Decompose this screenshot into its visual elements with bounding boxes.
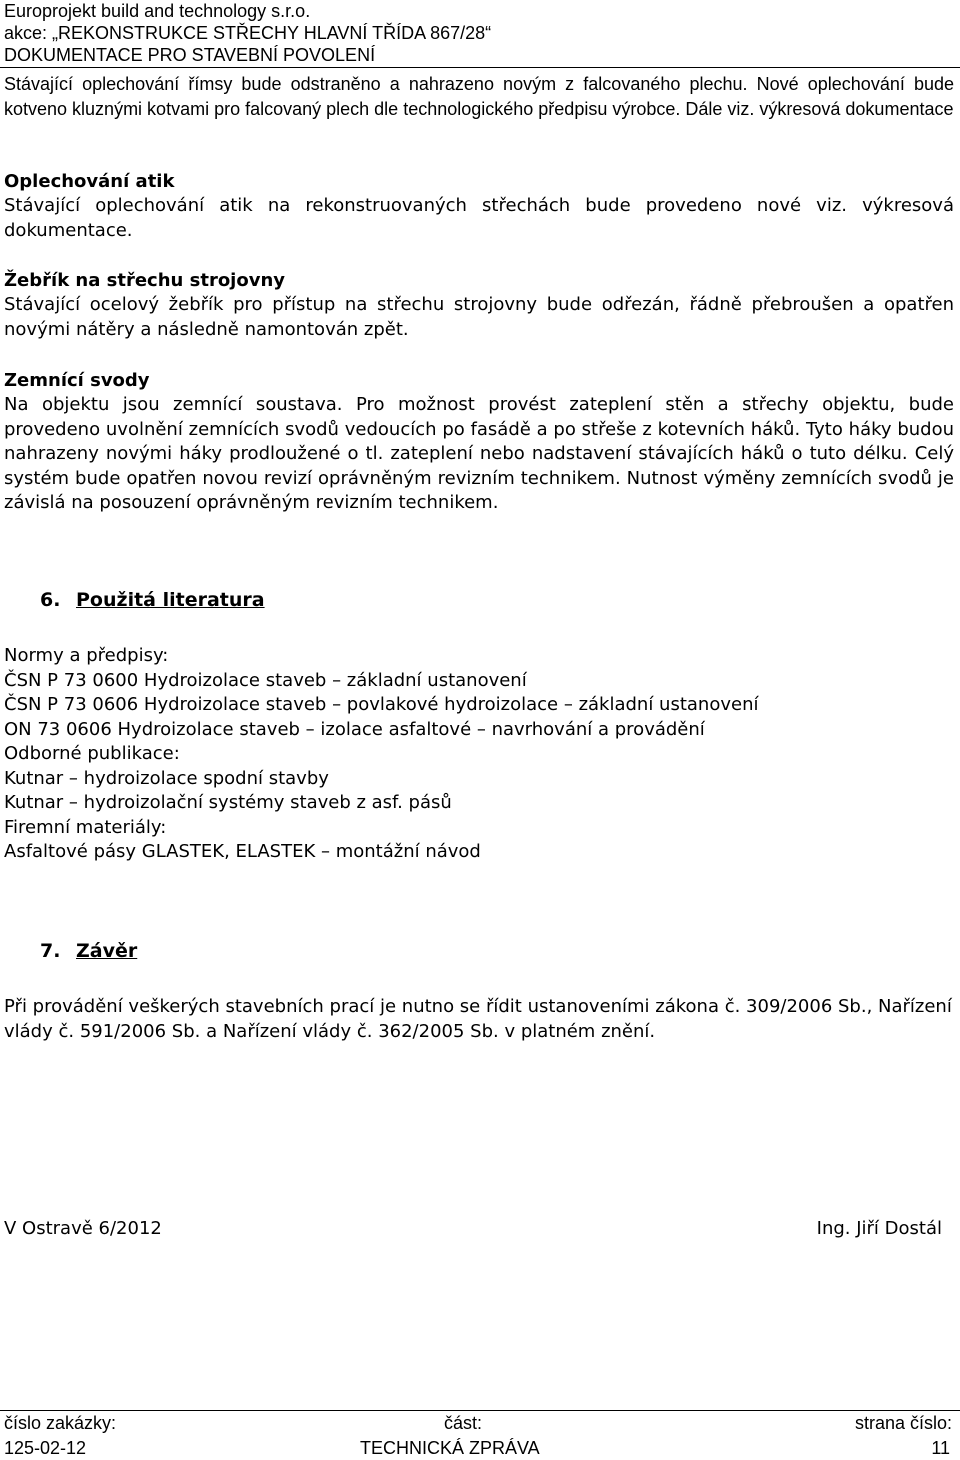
section-6-title: Použitá literatura [76,589,265,611]
conclusion-block [4,995,954,1044]
section-atik-heading: Oplechování atik [4,171,175,192]
literature-line: Firemní materiály: [4,816,167,838]
section-6-heading [40,589,954,611]
literature-line: Odborné publikace: [4,743,180,764]
section-6-number: 6. [40,589,61,611]
footer-part-value: TECHNICKÁ ZPRÁVA [360,1438,540,1458]
literature-line: ČSN P 73 0600 Hydroizolace staveb – základní ustanovení [4,669,527,691]
literature-line: Asfaltové pásy GLASTEK, ELASTEK – montážní návod [4,841,481,862]
header-divider [0,67,960,68]
header-doc-type: DOKUMENTACE PRO STAVEBNÍ POVOLENÍ [4,45,376,65]
conclusion-text: Při provádění veškerých stavebních prací je nutno se řídit ustanoveními zákona č. 309/2006 Sb., Nařízení vlády č. 591/2006 Sb. a Nařízení vlády č. 362/2005 Sb. v platném znění. [4,996,952,1042]
section-svody [4,369,954,516]
section-atik-text: Stávající oplechování atik na rekonstruovaných střechách bude provedeno nové viz. výkresová dokumentace. [4,195,954,241]
header-project: akce: „REKONSTRUKCE STŘECHY HLAVNÍ TŘÍDA 867/28“ [4,23,492,43]
header-company: Europrojekt build and technology s.r.o. [4,1,311,21]
footer-page-label: strana číslo: [854,1413,952,1433]
section-7-number: 7. [40,940,61,962]
footer-order-label: číslo zakázky: [4,1413,117,1433]
section-svody-text: Na objektu jsou zemnící soustava. Pro možnost provést zateplení stěn a střechy objektu, bude provedeno uvolnění zemnících svodů vedoucích po fasádě a po střeše z kotevních háků. Tyto háky budou nahrazeny novými háky prodloužené o tl. zateplení nebo nadstavení stávajících háků o tuto délku. Celý systém bude opatřen novou revizí oprávněným revizním technikem. Nutnost výměny zemnících svodů je závislá na posouzení oprávněným revizním technikem. [4,394,954,513]
section-zebrik-heading: Žebřík na střechu strojovny [4,270,286,291]
literature-line: ČSN P 73 0606 Hydroizolace staveb – povlakové hydroizolace – základní ustanovení [4,694,759,715]
signature-author: Ing. Jiří Dostál [816,1218,942,1239]
footer-page-value: 11 [931,1438,950,1458]
section-7-title: Závěr [76,940,138,962]
footer-divider [0,1410,960,1411]
literature-line: ON 73 0606 Hydroizolace staveb – izolace asfaltové – navrhování a provádění [4,718,705,740]
section-7-heading [40,940,954,962]
signature-place-date: V Ostravě 6/2012 [4,1218,162,1239]
literature-line: Normy a předpisy: [4,645,169,666]
footer-part-label: část: [444,1413,483,1433]
intro-block [4,72,954,121]
section-atik [4,170,954,243]
section-zebrik-text: Stávající ocelový žebřík pro přístup na střechu strojovny bude odřezán, řádně přebroušen a opatřen novými nátěry a následně namontován zpět. [4,294,954,340]
footer-order-value: 125-02-12 [4,1438,87,1458]
literature-line: Kutnar – hydroizolace spodní stavby [4,767,329,789]
section-zebrik [4,269,954,342]
literature-list [4,644,954,865]
section-svody-heading: Zemnící svody [4,370,150,391]
intro-paragraph: Stávající oplechování římsy bude odstraněno a nahrazeno novým z falcovaného plechu. Nové oplechování bude kotveno kluznými kotvami pro falcovaný plech dle technologického předpisu výrobce. Dále viz. výkresová dokumentace [4,74,954,119]
literature-line: Kutnar – hydroizolační systémy staveb z asf. pásů [4,792,452,813]
